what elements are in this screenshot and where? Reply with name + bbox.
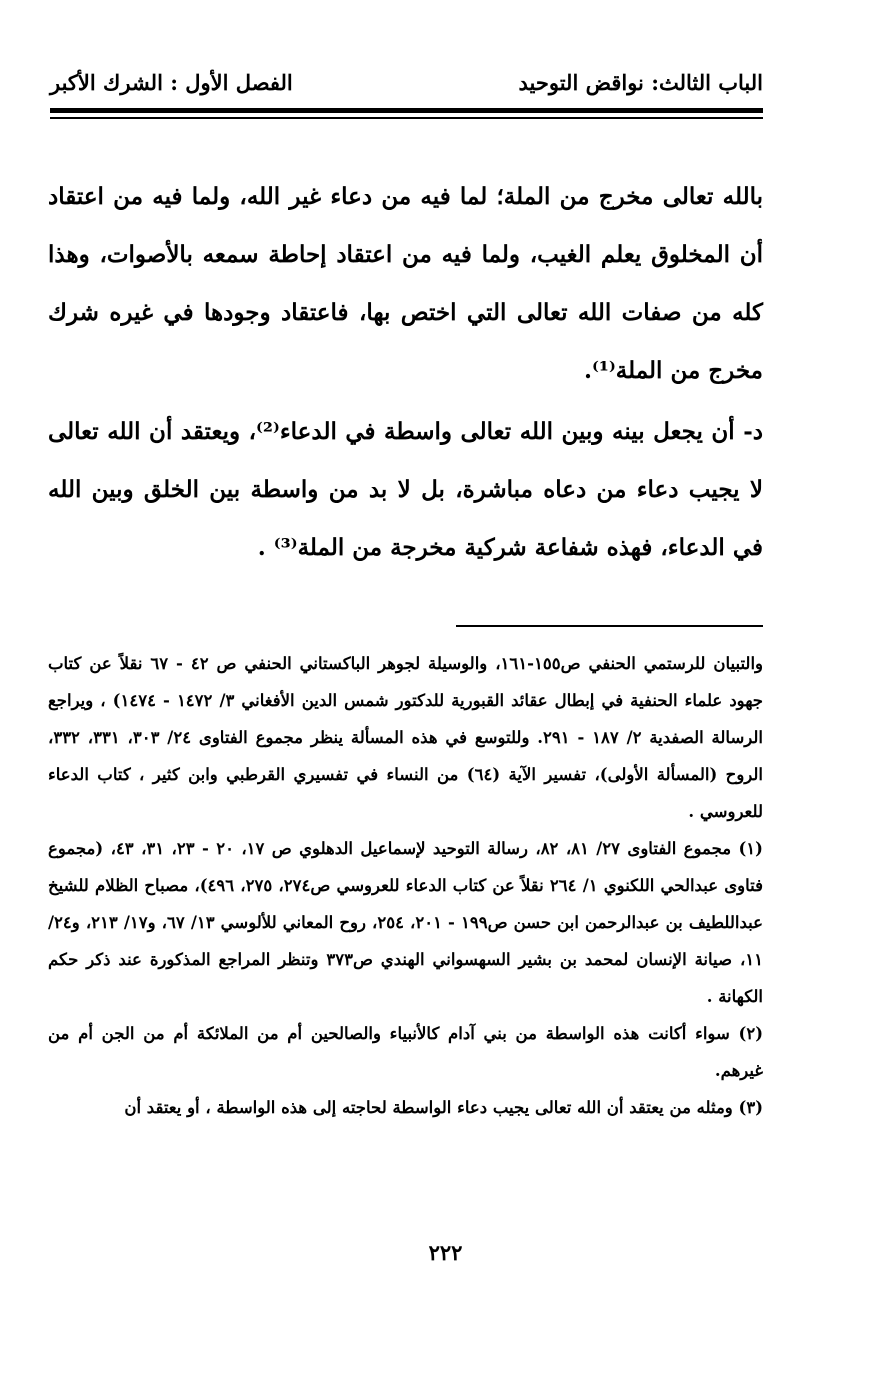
header-rule-thin xyxy=(50,117,763,119)
page-number: ٢٢٢ xyxy=(428,1240,463,1265)
footnote-1: (١) مجموع الفتاوى ٢٧/ ٨١، ٨٢، رسالة التوحيد لإسماعيل الدهلوي ص ١٧، ٢٠ - ٢٣، ٣١، ٤٣، (مجموع فتاوى عبدالحي اللكنوي ١/ ٢٦٤ نقلاً عن كتاب الدعاء للعروسي ص٢٧٤، ٢٧٥، ٤٩٦)، مصباح الظلام للشيخ عبداللطيف بن عبدالرحمن ابن حسن ص١٩٩ - ٢٠١، ٢٥٤، روح المعاني للألوسي ١٣/ ٦٧، و١٧/ ٢١٣، و٢٤/ ١١، صيانة الإنسان لمحمد بن بشير السهسواني الهندي ص٣٧٣ وتنظر المراجع المذكورة عند ذكر حكم الكهانة . xyxy=(48,839,763,1006)
header-rule-thick xyxy=(50,108,763,113)
footnote-continuation: والتبيان للرستمي الحنفي ص١٥٥-١٦١، والوسيلة لجوهر الباكستاني الحنفي ص ٤٢ - ٦٧ نقلاً عن كتاب جهود علماء الحنفية في إبطال عقائد القبورية للدكتور شمس الدين الأفغاني ٣/ ١٤٧٢ - ١٤٧٤) ، ويراجع الرسالة الصفدية ٢/ ١٨٧ - ٢٩١. وللتوسع في هذه المسألة ينظر مجموع الفتاوى ٢٤/ ٣٠٣، ٣٣١، ٣٣٢، الروح (المسألة الأولى)، تفسير الآية (٦٤) من النساء في تفسيري القرطبي وابن كثير ، كتاب الدعاء للعروسي . xyxy=(48,654,764,821)
section-title: الفصل الأول : الشرك الأكبر xyxy=(50,70,293,95)
footnote-3: (٣) ومثله من يعتقد أن الله تعالى يجيب دعاء الواسطة لحاجته إلى هذه الواسطة ، أو يعتقد أن xyxy=(124,1098,763,1117)
chapter-title: الباب الثالث: نواقض التوحيد xyxy=(518,70,763,95)
footnote-separator xyxy=(456,625,763,627)
footnote-2: (٢) سواء أكانت هذه الواسطة من بني آدام كالأنبياء والصالحين أم من الملائكة أم من الجن أم من غيرهم. xyxy=(48,1024,763,1080)
body-paragraph-2 xyxy=(48,403,763,577)
paragraph-lead: د- أن يجعل بينه وبين الله تعالى واسطة في الدعاء⁽²⁾ xyxy=(256,418,763,445)
footnotes xyxy=(48,645,763,1126)
running-header xyxy=(50,62,763,102)
paragraph-rest: ، ويعتقد أن الله تعالى لا يجيب دعاء من دعاه مباشرة، بل لا بد من واسطة بين الخلق وبين الله في الدعاء، فهذه شفاعة شركية مخرجة من الملة⁽³⁾ . xyxy=(48,418,763,561)
body-paragraph-1: بالله تعالى مخرج من الملة؛ لما فيه من دعاء غير الله، ولما فيه من اعتقاد أن المخلوق يعلم الغيب، ولما فيه من اعتقاد إحاطة سمعه بالأصوات، وهذا كله من صفات الله تعالى التي اختص بها، فاعتقاد وجودها في غيره شرك مخرج من الملة⁽¹⁾. xyxy=(48,183,763,384)
